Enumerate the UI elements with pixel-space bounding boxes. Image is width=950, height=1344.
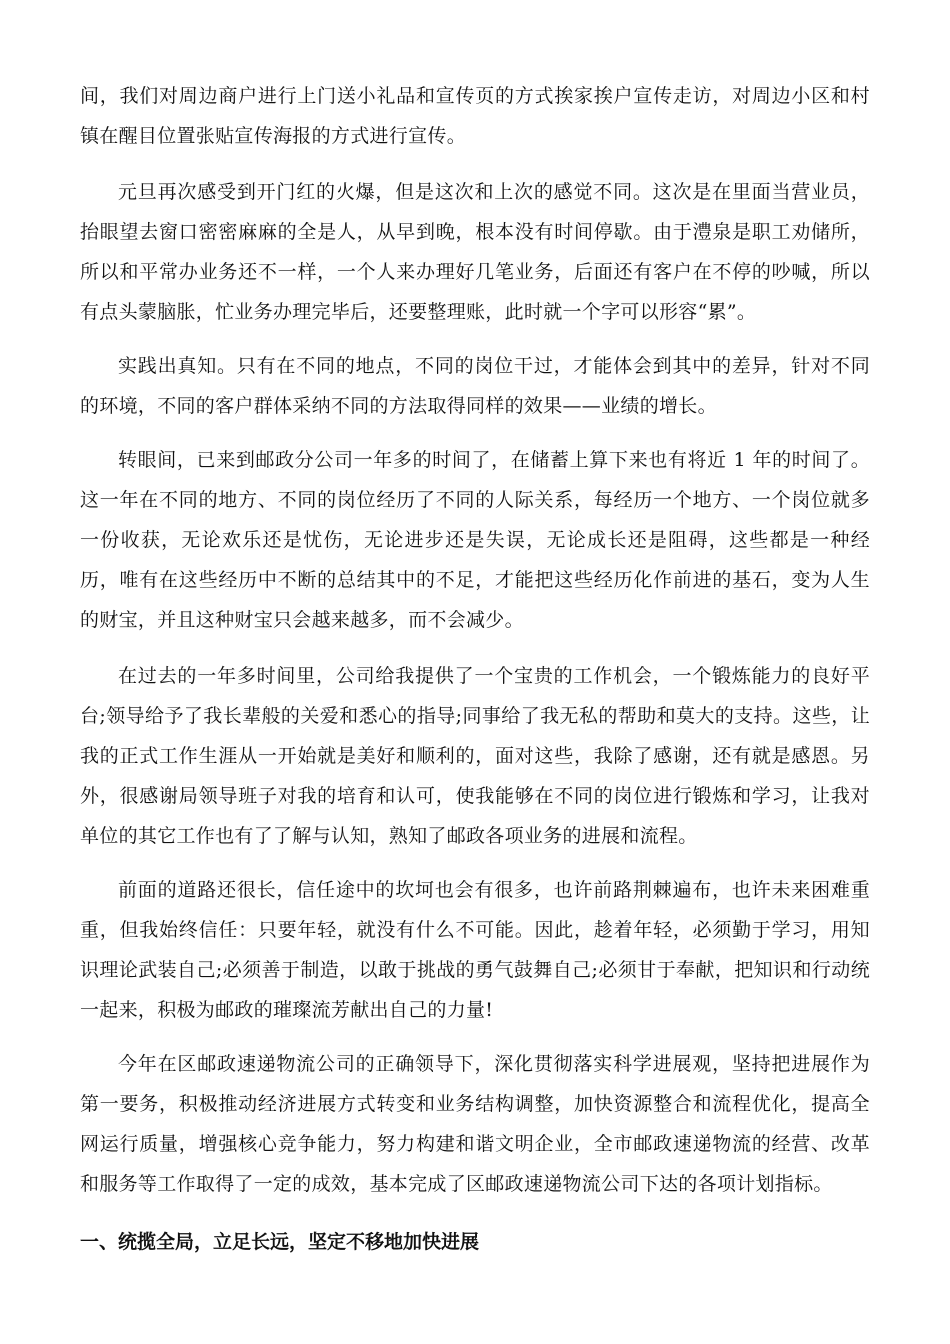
paragraph-4: 转眼间，已来到邮政分公司一年多的时间了，在储蓄上算下来也有将近 1 年的时间了。这一年在不同的地方、不同的岗位经历了不同的人际关系，每经历一个地方、一个岗位就多一份收获，无论欢乐还是忧伤，无论进步还是失误，无论成长还是阻碍，这些都是一种经历，唯有在这些经历中不断的总结其中的不足，才能把这些经历化作前进的基石，变为人生的财宝，并且这种财宝只会越来越多，而不会减少。 (80, 449, 870, 631)
paragraph-5: 在过去的一年多时间里，公司给我提供了一个宝贵的工作机会，一个锻炼能力的良好平台;领导给予了我长辈般的关爱和悉心的指导;同事给了我无私的帮助和莫大的支持。这些，让我的正式工作生涯从一开始就是美好和顺利的，面对这些，我除了感谢，还有就是感恩。另外，很感谢局领导班子对我的培育和认可，使我能够在不同的岗位进行锻炼和学习，让我对单位的其它工作也有了了解与认知，熟知了邮政各项业务的进展和流程。 (80, 665, 870, 847)
paragraph-3: 实践出真知。只有在不同的地点，不同的岗位干过，才能体会到其中的差异，针对不同的环境，不同的客户群体采纳不同的方法取得同样的效果——业绩的增长。 (80, 355, 870, 417)
section-heading: 一、统揽全局，立足长远，坚定不移地加快进展 (80, 1231, 480, 1253)
paragraph-1: 间，我们对周边商户进行上门送小礼品和宣传页的方式挨家挨户宣传走访，对周边小区和村镇在醒目位置张贴宣传海报的方式进行宣传。 (80, 85, 870, 147)
paragraph-2: 元旦再次感受到开门红的火爆，但是这次和上次的感觉不同。这次是在里面当营业员，抬眼望去窗口密密麻麻的全是人，从早到晚，根本没有时间停歇。由于澧泉是职工劝储所，所以和平常办业务还不一样，一个人来办理好几笔业务，后面还有客户在不停的吵喊，所以有点头蒙脑胀，忙业务办理完毕后，还要整理账，此时就一个字可以形容“累”。 (80, 181, 870, 323)
paragraph-6: 前面的道路还很长，信任途中的坎坷也会有很多，也许前路荆棘遍布，也许未来困难重重，但我始终信任：只要年轻，就没有什么不可能。因此，趁着年轻，必须勤于学习，用知识理论武装自己;必须善于制造，以敢于挑战的勇气鼓舞自己;必须甘于奉献，把知识和行动统一起来，积极为邮政的璀璨流芳献出自己的力量! (80, 879, 870, 1021)
paragraph-7: 今年在区邮政速递物流公司的正确领导下，深化贯彻落实科学进展观，坚持把进展作为第一要务，积极推动经济进展方式转变和业务结构调整，加快资源整合和流程优化，提高全网运行质量，增强核心竞争能力，努力构建和谐文明企业，全市邮政速递物流的经营、改革和服务等工作取得了一定的成效，基本完成了区邮政速递物流公司下达的各项计划指标。 (80, 1053, 870, 1195)
